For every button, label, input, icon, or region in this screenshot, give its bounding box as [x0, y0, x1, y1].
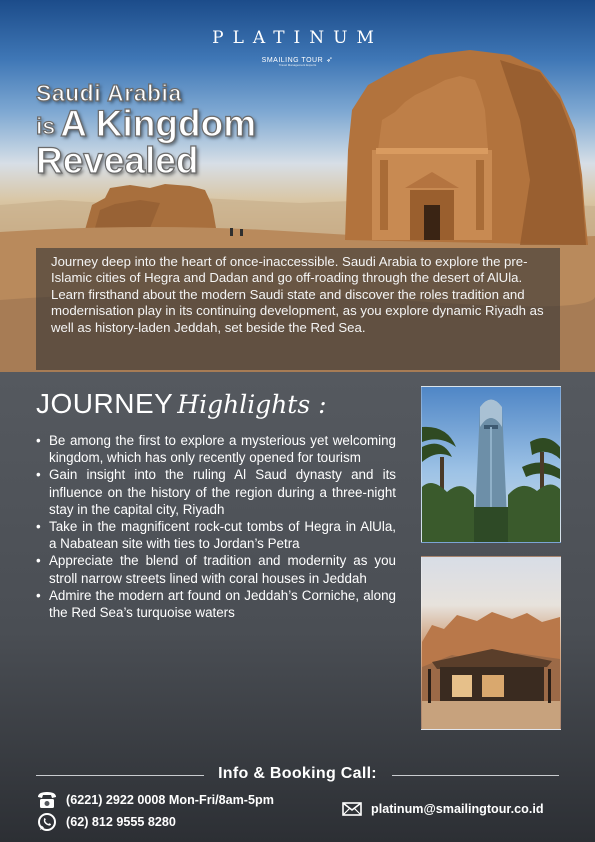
brand-sub-text: SMAILING TOUR [261, 57, 324, 64]
alula-camp-photo [421, 556, 561, 730]
whatsapp-contact[interactable] [36, 812, 176, 832]
whatsapp-number: (62) 812 9555 8280 [66, 815, 176, 829]
highlights-heading [36, 388, 327, 420]
title-is: is [36, 113, 56, 139]
brand-name: PLATINUM [212, 28, 383, 48]
list-item: • Admire the modern art found on Jeddah’s Corniche, along the Red Sea’s turquoise waters [36, 587, 396, 621]
hero-title [36, 82, 256, 179]
highlights-heading-script: Highlights : [177, 389, 327, 419]
whatsapp-icon [36, 812, 58, 832]
phone-contact[interactable] [36, 790, 274, 810]
title-line-3: Revealed [36, 140, 199, 181]
list-item: • Take in the magnificent rock-cut tombs of Hegra in AlUla, a Nabatean site with ties to Jordan’s Petra [36, 518, 396, 552]
info-booking-label: Info & Booking Call: [218, 765, 377, 782]
swoosh-logo-icon: ➶ [326, 55, 334, 64]
info-booking-title [0, 765, 595, 783]
highlights-heading-main: JOURNEY [36, 388, 174, 419]
list-item: • Appreciate the blend of tradition and modernity as you stroll narrow streets lined with coral houses in Jeddah [36, 552, 396, 586]
title-line-1: Saudi Arabia [36, 80, 182, 106]
email-address: platinum@smailingtour.co.id [371, 802, 544, 816]
telephone-icon [36, 790, 58, 810]
email-contact[interactable] [341, 799, 544, 819]
brand-tagline: Travel Management Experts [278, 63, 317, 67]
title-line-2: A Kingdom [60, 103, 257, 144]
camp-illustration [422, 557, 560, 729]
tower-illustration [422, 387, 560, 542]
highlights-list [36, 432, 396, 621]
intro-paragraph: Journey deep into the heart of once-inaccessible. Saudi Arabia to explore the pre-Islamic cities of Hegra and Dadan and go off-roading through the desert of AlUla. Learn firsthand about the modern Saudi state and discover the roles tradition and modernisation play in its continuing development, as you explore dynamic Riyadh as well as history-laden Jeddah, set beside the Red Sea. [36, 248, 560, 370]
list-item: • Gain insight into the ruling Al Saud dynasty and its influence on the history of the region during a three-night stay in the capital city, Riyadh [36, 466, 396, 518]
riyadh-tower-photo [421, 386, 561, 543]
hero-banner [0, 0, 595, 372]
list-item: • Be among the first to explore a mysterious yet welcoming kingdom, which has only recently opened for tourism [36, 432, 396, 466]
phone-number: (6221) 2922 0008 Mon-Fri/8am-5pm [66, 793, 274, 807]
envelope-icon [341, 799, 363, 819]
